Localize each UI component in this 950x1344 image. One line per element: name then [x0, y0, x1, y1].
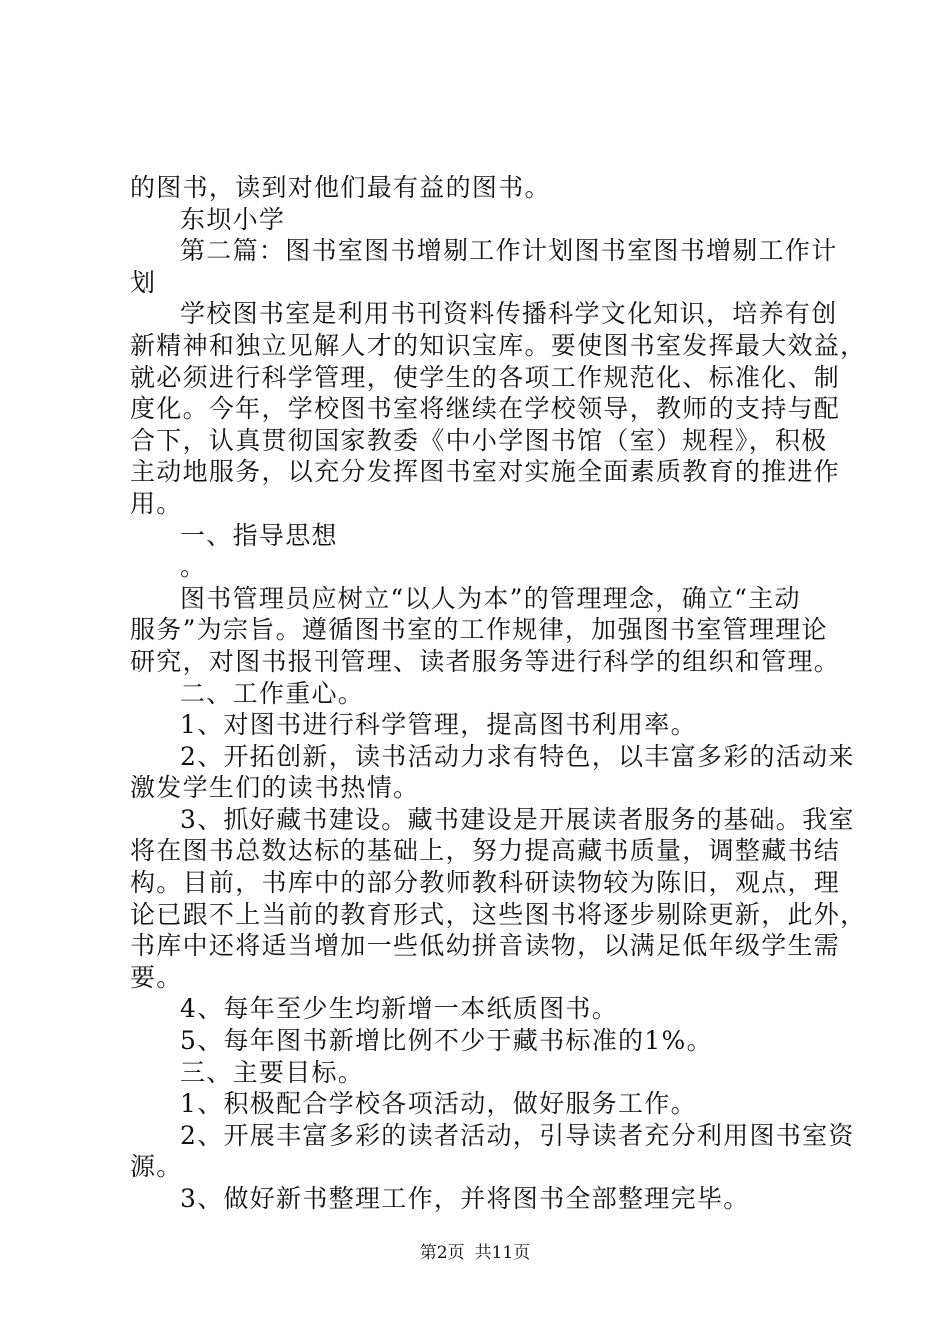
list-item: 1、积极配合学校各项活动，做好服务工作。 — [180, 1089, 697, 1119]
paragraph-line: 新精神和独立见解人才的知识宝库。要使图书室发挥最大效益， — [130, 330, 867, 360]
paragraph-line: 用。 — [130, 488, 183, 518]
heading-main-goals: 三、主要目标。 — [180, 1057, 365, 1087]
list-item: 3、抓好藏书建设。藏书建设是开展读者服务的基础。我室 — [180, 804, 855, 834]
page-total: 共11页 — [474, 1243, 531, 1263]
paragraph-line: 学校图书室是利用书刊资料传播科学文化知识，培养有创 — [180, 299, 838, 329]
section-title-continued: 划 — [130, 267, 157, 297]
page-number: 第2页 — [419, 1243, 465, 1263]
list-item: 1、对图书进行科学管理，提高图书利用率。 — [180, 710, 697, 740]
document-body — [130, 172, 867, 1215]
text-line: 的图书，读到对他们最有益的图书。 — [130, 173, 551, 202]
paragraph-line: 就必须进行科学管理，使学生的各项工作规范化、标准化、制 — [130, 362, 841, 392]
list-item-continued: 书库中还将适当增加一些低幼拼音读物，以满足低年级学生需 — [130, 931, 841, 961]
list-item-continued: 激发学生们的读书热情。 — [130, 773, 420, 803]
paragraph-line: 服务”为宗旨。遵循图书室的工作规律，加强图书室管理理论 — [130, 615, 828, 645]
paragraph-line: 主动地服务，以充分发挥图书室对实施全面素质教育的推进作 — [130, 457, 841, 487]
school-name: 东坝小学 — [180, 204, 286, 234]
list-item-continued: 论已跟不上当前的教育形式，这些图书将逐步剔除更新，此外， — [130, 899, 867, 929]
heading-guiding-ideas: 一、指导思想 — [180, 520, 338, 550]
list-item-continued: 源。 — [130, 1152, 183, 1182]
heading-work-focus: 二、工作重心。 — [180, 678, 365, 708]
paragraph-line: 。 — [180, 552, 207, 582]
paragraph-line: 研究，对图书报刊管理、读者服务等进行科学的组织和管理。 — [130, 646, 841, 676]
list-item: 2、开拓创新，读书活动力求有特色，以丰富多彩的活动来 — [180, 741, 855, 771]
paragraph-line: 图书管理员应树立“以人为本”的管理理念，确立“主动 — [180, 583, 801, 613]
list-item: 4、每年至少生均新增一本纸质图书。 — [180, 994, 619, 1024]
list-item: 3、做好新书整理工作，并将图书全部整理完毕。 — [180, 1184, 750, 1213]
paragraph-line: 度化。今年，学校图书室将继续在学校领导，教师的支持与配 — [130, 394, 841, 424]
paragraph-line: 合下，认真贯彻国家教委《中小学图书馆（室）规程》，积极 — [130, 425, 828, 455]
list-item-continued: 构。目前，书库中的部分教师教科研读物较为陈旧，观点，理 — [130, 868, 841, 898]
list-item: 2、开展丰富多彩的读者活动，引导读者充分利用图书室资 — [180, 1120, 855, 1150]
page-footer — [0, 1243, 950, 1263]
list-item-continued: 要。 — [130, 962, 183, 992]
list-item: 5、每年图书新增比例不少于藏书标准的1%。 — [180, 1026, 713, 1056]
section-title: 第二篇：图书室图书增剔工作计划图书室图书增剔工作计 — [180, 236, 838, 266]
list-item-continued: 将在图书总数达标的基础上，努力提高藏书质量，调整藏书结 — [130, 836, 841, 866]
